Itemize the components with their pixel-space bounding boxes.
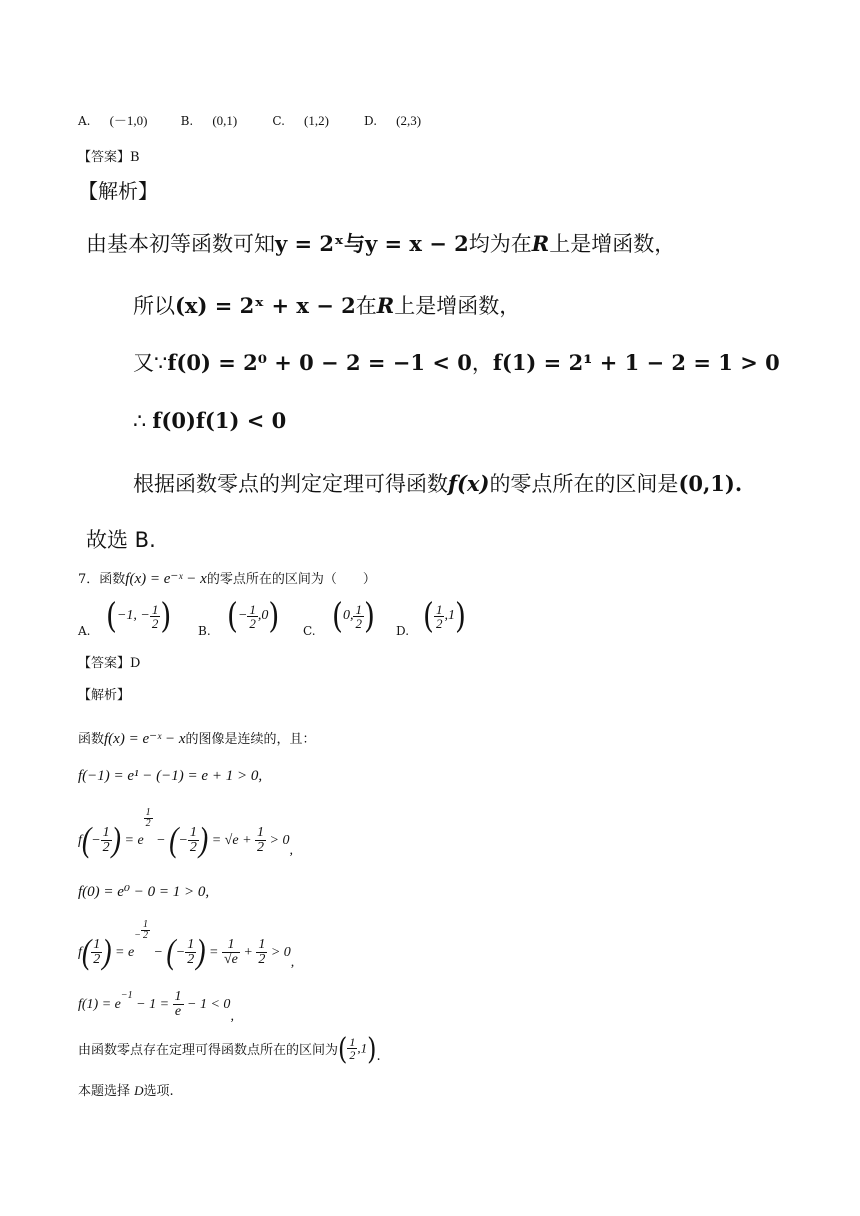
q6-line-4 <box>133 408 286 433</box>
q7-option-c-value: (0, $\frac{1}{2}$ ) <box>332 594 375 636</box>
q7-option-b-tail: ,0 <box>257 608 269 623</box>
q6-analysis-title: 【解析】 <box>78 179 158 203</box>
q7-stem-suffix: 的零点所在的区间为（ ） <box>206 572 376 587</box>
q6-option-d-value: (2,3) <box>396 113 422 128</box>
q7-eq-f-0: f(0) = e⁰ − 0 = 1 > 0, <box>78 884 210 900</box>
q7-final-d: D <box>134 1083 144 1098</box>
q6-line-2-text-b: 在 <box>355 294 377 318</box>
q7-stem-function: f(x) = e⁻ˣ − x <box>125 571 207 587</box>
q6-line-4-math: f(0)f(1) < 0 <box>152 408 287 433</box>
q6-line-2 <box>133 290 520 320</box>
q6-line-1-text-a: 由基本初等函数可知 <box>86 232 275 256</box>
q6-line-5-interval: (0,1). <box>678 471 743 496</box>
q6-line-1-text-c: 上是增函数， <box>549 232 676 256</box>
q6-line-3-math-a: f(0) = 2⁰ + 0 − 2 = −1 < 0 <box>167 350 472 375</box>
q6-option-c-value: (1,2) <box>304 113 329 128</box>
q7-option-d-letter: D. <box>396 624 410 638</box>
q7-line-1-function: f(x) = e⁻ˣ − x <box>104 731 186 747</box>
q6-line-5-text-a: 根据函数零点的判定定理可得函数 <box>133 472 448 496</box>
q6-answer: 【答案】B <box>78 150 140 165</box>
q7-option-c-num: 1 <box>355 601 362 617</box>
q6-line-2-text-c: 上是增函数， <box>394 294 521 318</box>
q7-conclusion-text: 由函数零点存在定理可得函数点所在的区间为 <box>78 1043 339 1058</box>
q6-line-1-math-r: R <box>531 231 550 256</box>
q6-line-2-math: (x) = 2ˣ + x − 2 <box>175 293 356 318</box>
q6-line-1-math-a: y = 2ˣ <box>275 231 345 256</box>
q7-final-suffix: 选项. <box>143 1084 174 1099</box>
q6-line-1 <box>86 228 675 258</box>
q7-option-a-value: (−1, − $\frac{1}{2}$ ) <box>106 594 172 636</box>
q6-line-3-math-b: f(1) = 2¹ + 1 − 2 = 1 > 0 <box>492 350 780 375</box>
q7-option-d-num: 1 <box>435 601 443 617</box>
q6-line-4-therefore: ∴ <box>133 409 147 433</box>
q6-line-5-text-b: 的零点所在的区间是 <box>489 472 679 496</box>
q7-analysis-title: 【解析】 <box>78 688 131 703</box>
q6-line-5-math-fx: f(x) <box>448 471 490 496</box>
q7-conclusion: 由函数零点存在定理可得函数点所在的区间为( $\frac{1}{2}$ ,1). <box>78 1031 381 1066</box>
q6-line-3-text-a: 又∵ <box>133 351 168 375</box>
q7-option-b-num: 1 <box>249 601 256 617</box>
q7-option-b-minus: − <box>237 608 248 623</box>
q6-line-2-text-a: 所以 <box>133 294 175 318</box>
q7-option-a-num: 1 <box>151 601 159 617</box>
q7-option-b-letter: B. <box>198 624 211 638</box>
q7-option-c-text: 0, <box>342 608 354 623</box>
q7-eq-f-1: $f(1) = e^{-1} - 1$ = $\frac{1}{e}$ − 1 < 0, <box>78 989 234 1024</box>
q7-line-1-prefix: 函数 <box>78 732 105 747</box>
q6-line-1-text-b: 均为在 <box>468 232 532 256</box>
q7-option-a-den: 2 <box>151 615 159 631</box>
q6-line-6: 故选 B. <box>86 528 156 552</box>
q7-option-b-value: (− $\frac{1}{2}$ ,0) <box>227 594 280 636</box>
q7-conclusion-period: . <box>376 1049 381 1064</box>
q6-line-3-text-b: ， <box>471 351 493 375</box>
q6-line-1-math-b: 与y = x − 2 <box>344 231 469 256</box>
q6-option-c-letter: C. <box>272 114 285 128</box>
q6-line-3 <box>133 347 780 377</box>
q7-stem <box>78 568 376 588</box>
q6-option-d-letter: D. <box>364 114 378 128</box>
q7-option-d-value: ( $\frac{1}{2}$ ,1) <box>423 594 466 636</box>
q6-option-a-letter: A. <box>78 114 91 128</box>
q6-option-b-value: (0,1) <box>212 113 238 128</box>
q6-options-row <box>78 110 421 129</box>
q7-stem-prefix: 7．函数 <box>78 572 126 587</box>
q7-option-c-den: 2 <box>355 615 362 631</box>
q7-final-prefix: 本题选择 <box>78 1084 135 1099</box>
q7-eq-f-minus-1: f(−1) = e¹ − (−1) = e + 1 > 0, <box>78 768 263 784</box>
q6-line-5 <box>133 468 742 498</box>
q7-option-d-den: 2 <box>435 615 443 631</box>
q6-option-b-letter: B. <box>180 114 194 128</box>
q7-eq-f-half: f( $\frac{1}{2}$ ) = e− $\frac{1}{2}$ − (− $\frac{1}{2}$ ) = $\frac{1}{√e}$ + $\frac{1}{2}$ > 0, <box>78 919 295 972</box>
q6-option-a-value: (－1,0) <box>109 113 148 128</box>
q7-option-c-letter: C. <box>303 624 316 638</box>
q6-line-2-math-r: R <box>376 293 395 318</box>
q7-eq-f-minus-half: f(− $\frac{1}{2}$ ) = e $\frac{1}{2}$ − (− $\frac{1}{2}$ ) = √e + $\frac{1}{2}$ > 0, <box>78 807 293 860</box>
q7-line-1 <box>78 728 316 748</box>
q7-option-d-tail: ,1 <box>444 608 455 623</box>
q7-final <box>78 1080 174 1099</box>
q7-option-a-letter: A. <box>78 624 91 638</box>
q7-option-a-text: −1, − <box>116 608 150 623</box>
q7-option-b-den: 2 <box>249 615 256 631</box>
q7-answer: 【答案】D <box>78 656 141 671</box>
q7-line-1-suffix: 的图像是连续的，且： <box>185 732 316 747</box>
